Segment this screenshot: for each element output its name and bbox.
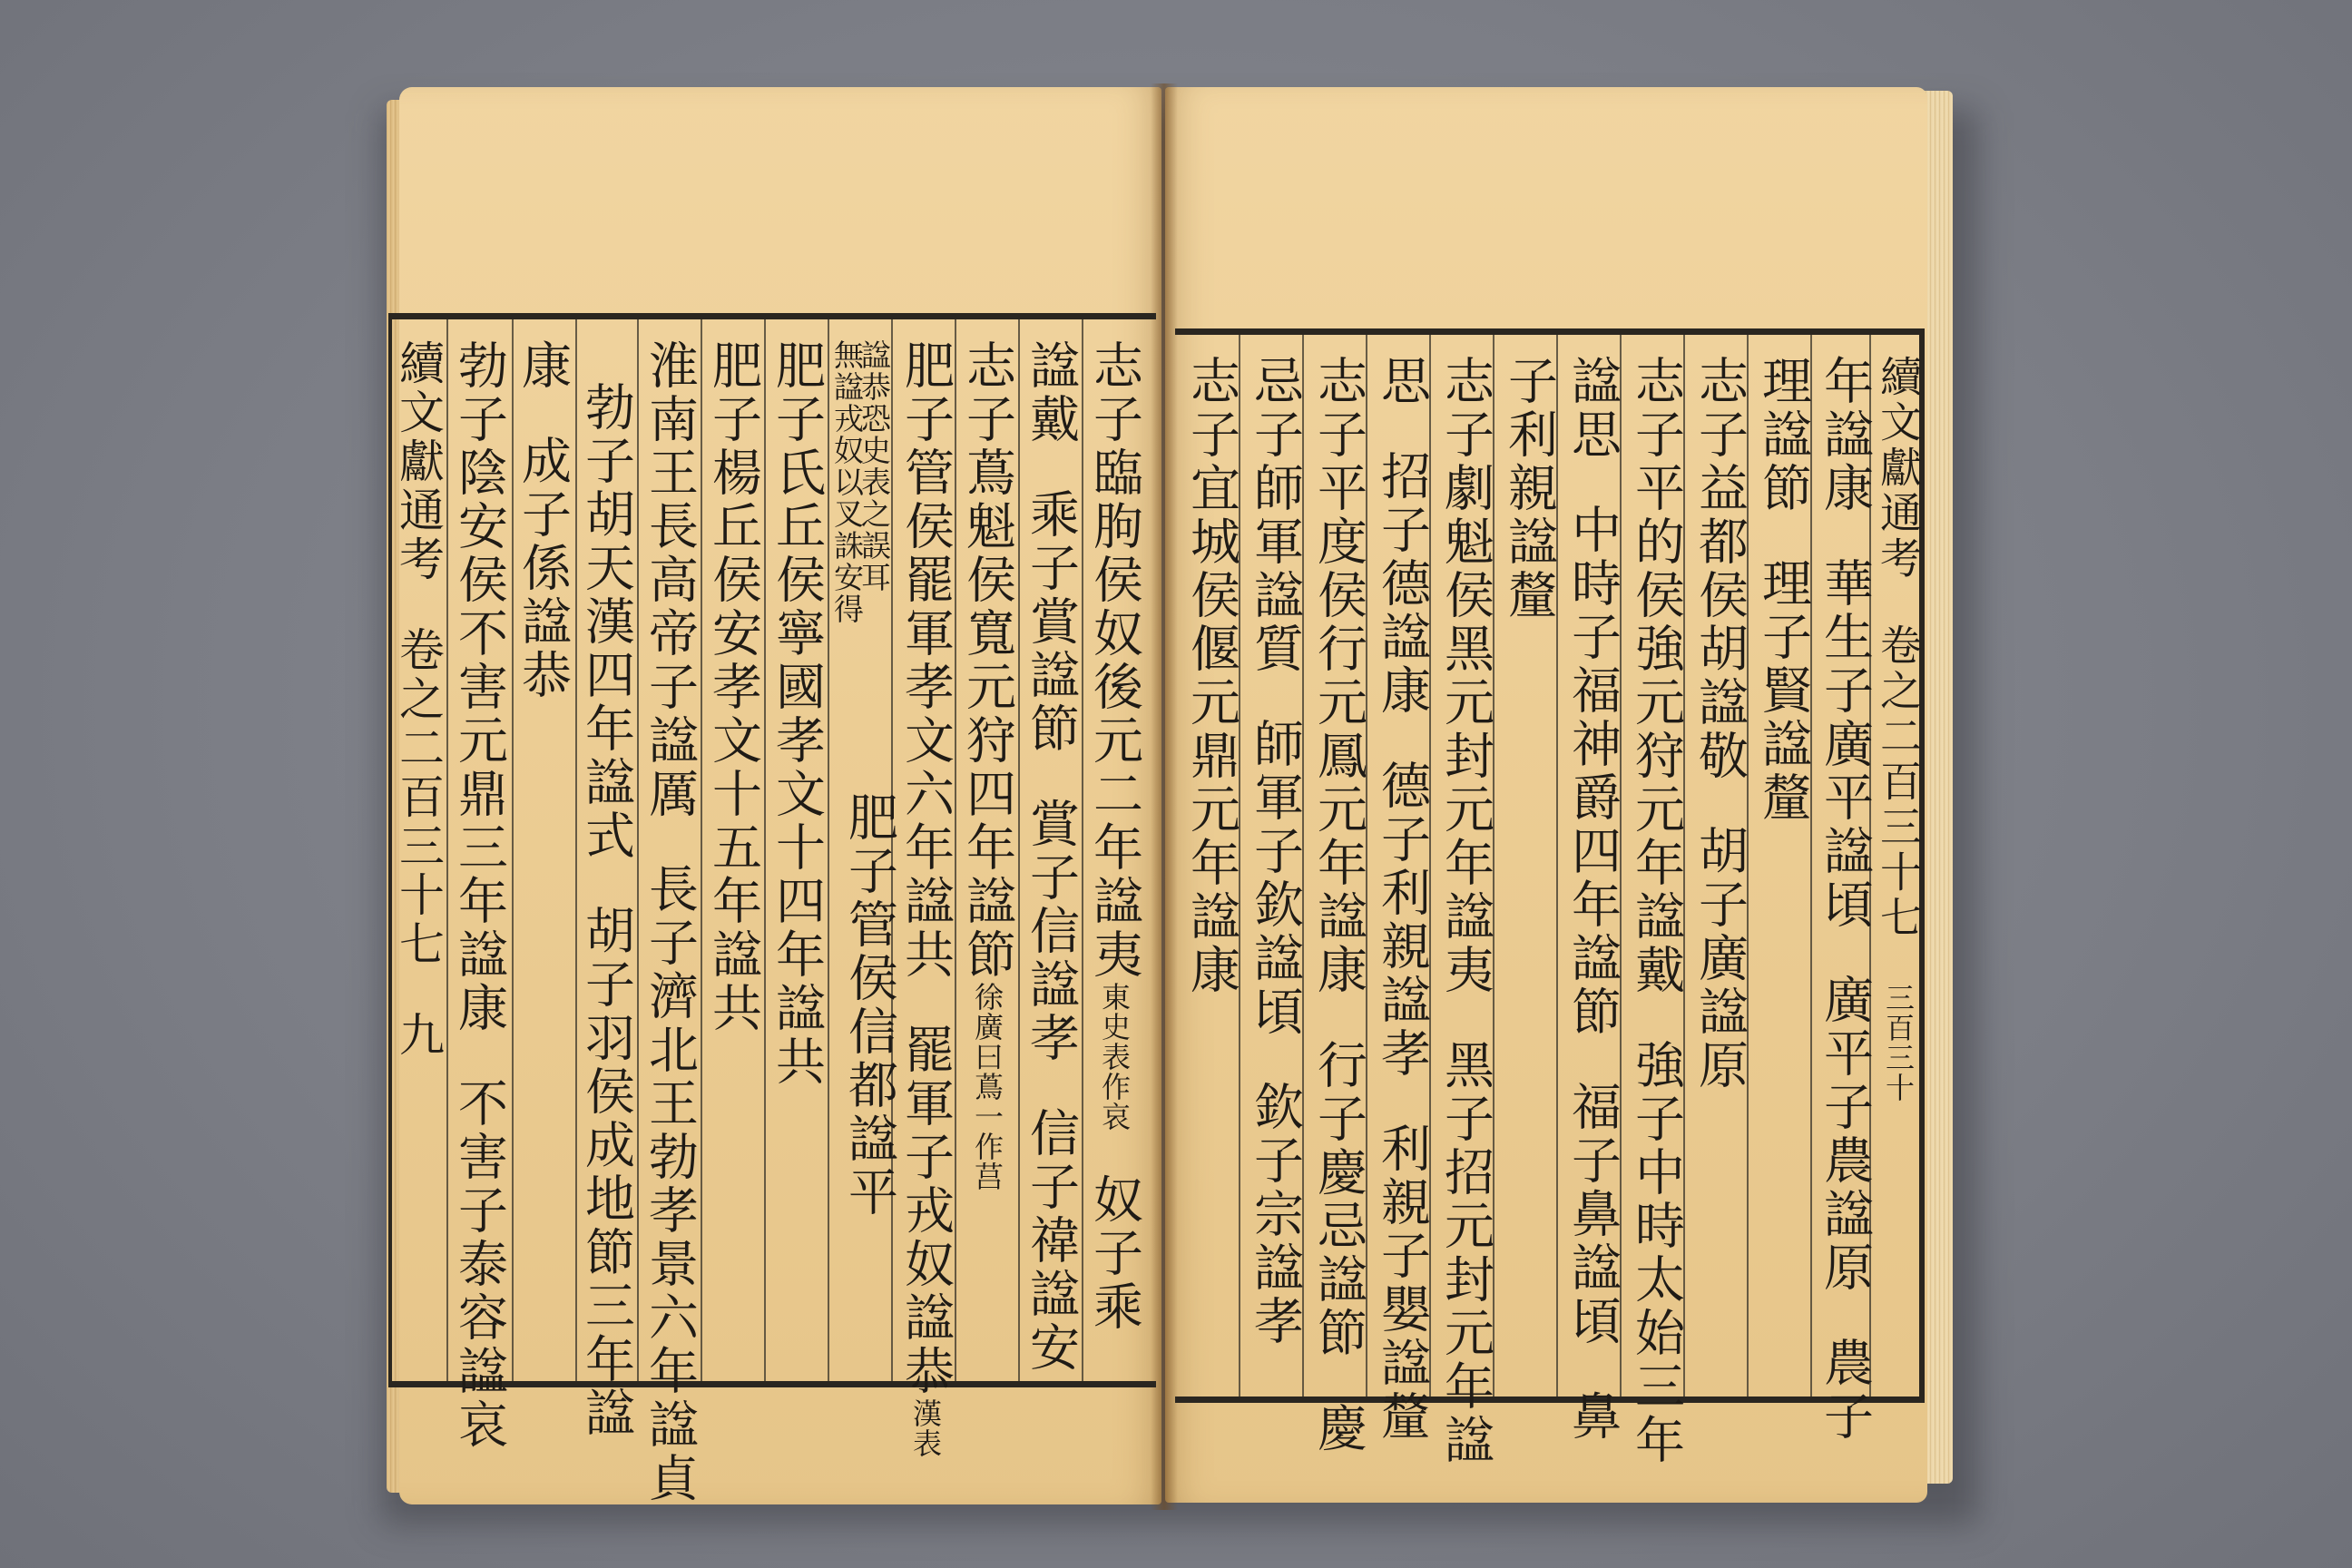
left-col-9 [897, 339, 955, 1458]
column-rule [446, 319, 448, 1381]
running-title: 續文獻通考 [1874, 355, 1923, 582]
column-rule [1018, 319, 1020, 1381]
text-segment: 志子臨朐侯奴後元二年諡夷 [1085, 339, 1143, 982]
commentary-segment: 諡恭恐史表之誤耳 [857, 339, 892, 593]
left-col-7 [768, 339, 826, 1089]
text-segment: 肥子管侯信都諡平 [840, 791, 898, 1220]
left-col-1 [392, 339, 445, 1060]
text-segment: 黑子招元封元年諡 [1436, 1039, 1494, 1467]
right-col-9 [1373, 355, 1431, 1444]
running-title: 續文獻通考 [392, 339, 445, 584]
text-segment: 中時子福神爵四年諡節 [1563, 504, 1622, 1039]
text-segment: 志子宜城侯偃元鼎元年諡康 [1182, 355, 1240, 997]
text-segment: 勃子陰安侯不害元鼎三年諡康 [450, 339, 508, 1035]
text-segment: 理子賢諡釐 [1754, 557, 1812, 825]
text-segment: 慶 [1309, 1402, 1367, 1455]
left-col-2 [450, 339, 508, 1452]
text-segment: 勃子胡天漢四年諡式 [577, 381, 635, 863]
text-segment: 成子係諡恭 [514, 435, 572, 702]
right-text-frame [1175, 328, 1925, 1467]
text-segment: 諡思 [1563, 355, 1622, 462]
left-col-10 [958, 339, 1016, 1191]
text-segment: 諡戴 [1022, 339, 1080, 446]
text-segment: 強子中時太始三年 [1627, 1039, 1685, 1467]
left-col-3 [514, 339, 572, 702]
text-segment: 肥子楊丘侯安孝文十五年諡共 [704, 339, 762, 1035]
text-segment: 子利親諡釐 [1500, 355, 1558, 622]
text-segment: 理諡節 [1754, 355, 1812, 515]
text-segment: 廣平子農諡原 [1816, 974, 1874, 1295]
text-segment: 福子鼻諡頃 [1563, 1081, 1622, 1348]
text-segment: 年諡康 [1816, 355, 1874, 515]
column-rule [701, 319, 702, 1381]
column-rule [764, 319, 766, 1381]
text-segment: 農子 [1816, 1337, 1874, 1444]
left-col-12 [1085, 339, 1143, 1334]
folio-number: 三百三十 [1881, 983, 1916, 1102]
text-segment: 胡子廣諡原 [1690, 825, 1749, 1093]
commentary-note: 徐廣曰蔦一作莒 [970, 982, 1004, 1191]
text-segment: 師軍子欽諡頃 [1246, 718, 1304, 1039]
right-col-8 [1436, 355, 1494, 1467]
text-segment: 奴子乘 [1085, 1173, 1143, 1334]
text-segment: 志子益都侯胡諡敬 [1690, 355, 1749, 783]
text-segment: 招子德諡康 [1373, 450, 1431, 718]
text-segment: 志子平度侯行元鳳元年諡康 [1309, 355, 1367, 997]
left-col-6 [704, 339, 762, 1035]
text-segment: 欽子宗諡孝 [1246, 1081, 1304, 1348]
text-segment: 行子慶忌諡節 [1309, 1039, 1367, 1360]
column-rule [637, 319, 639, 1381]
left-col-4 [577, 339, 635, 1440]
text-segment: 志子蔦魁侯寬元狩四年諡節 [958, 339, 1016, 982]
juan-number: 卷之二百三十七 [392, 626, 445, 969]
text-segment: 罷軍子戎奴諡恭 [897, 1024, 955, 1398]
text-segment: 淮南王長高帝子諡厲 [641, 339, 699, 821]
text-segment: 志子平的侯強元狩元年諡戴 [1627, 355, 1685, 997]
text-segment: 忌子師軍諡質 [1246, 355, 1304, 676]
text-segment: 鼻 [1563, 1390, 1622, 1444]
left-col-11 [1022, 339, 1080, 1375]
text-segment: 思 [1373, 355, 1431, 408]
column-rule [1082, 319, 1083, 1381]
text-segment: 賞子信諡孝 [1022, 798, 1080, 1065]
column-rule [955, 319, 956, 1381]
right-col-12 [1182, 355, 1240, 997]
commentary-note: 漢表 [908, 1398, 943, 1458]
text-segment: 利親子嬰諡釐 [1373, 1122, 1431, 1444]
right-col-10 [1309, 355, 1367, 1455]
left-text-frame [388, 313, 1156, 1505]
commentary-segment: 無諡戎奴以叉誅安得 [829, 339, 865, 625]
commentary-note: 東史表作哀 [1097, 982, 1132, 1132]
text-segment: 乘子賞諡節 [1022, 488, 1080, 756]
text-segment: 華生子廣平諡頃 [1816, 557, 1874, 932]
text-segment: 康 [514, 339, 572, 393]
text-segment: 肥子氏丘侯寧國孝文十四年諡共 [768, 339, 826, 1089]
right-col-3 [1754, 355, 1812, 825]
right-col-1 [1874, 355, 1923, 1102]
text-segment: 信子禕諡安 [1022, 1107, 1080, 1375]
right-col-7 [1500, 355, 1558, 622]
right-col-5 [1627, 355, 1685, 1467]
right-col-11 [1246, 355, 1304, 1348]
folio-number: 九 [392, 1011, 445, 1060]
text-segment: 德子利親諡孝 [1373, 760, 1431, 1081]
juan-number: 卷之二百三十七 [1874, 623, 1923, 941]
right-col-2 [1816, 355, 1874, 1444]
text-segment: 志子劇魁侯黑元封元年諡夷 [1436, 355, 1494, 997]
text-segment: 不害子泰容諡哀 [450, 1077, 508, 1452]
left-col-8c [840, 791, 898, 1220]
text-segment: 胡子羽侯成地節三年諡 [577, 905, 635, 1440]
right-col-6 [1563, 355, 1622, 1444]
text-segment: 肥子管侯罷軍孝文六年諡共 [897, 339, 955, 982]
right-col-4 [1690, 355, 1749, 1093]
left-col-8b [857, 339, 892, 593]
left-col-5 [641, 339, 699, 1505]
text-segment: 長子濟北王勃孝景六年諡貞 [641, 863, 699, 1505]
